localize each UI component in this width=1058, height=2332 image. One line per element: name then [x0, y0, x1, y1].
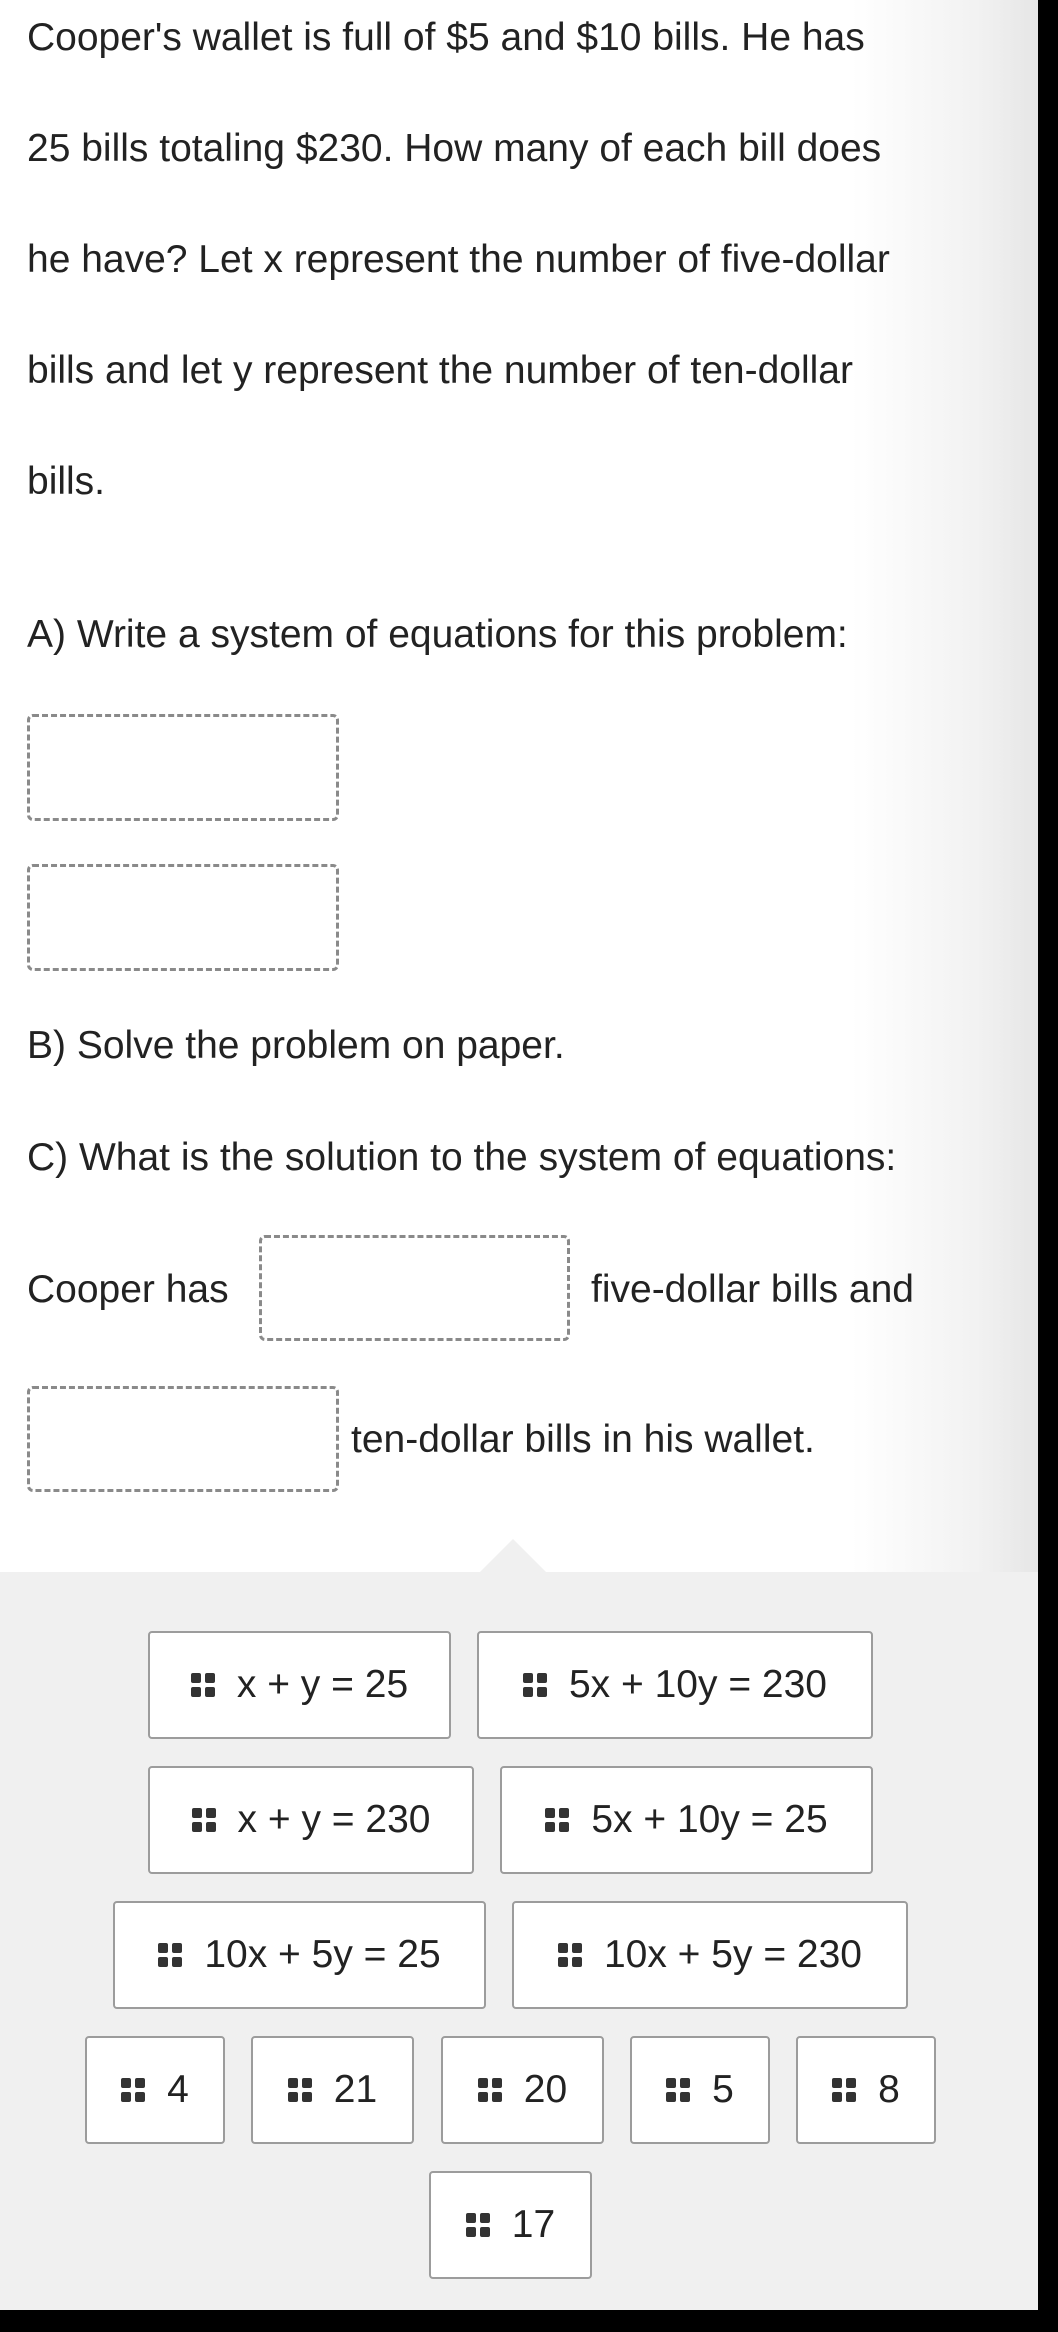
part-b-prompt: B) Solve the problem on paper.: [27, 1024, 565, 1067]
answer-tile-label: 10x + 5y = 230: [603, 1933, 863, 1976]
ten-dollar-count-dropzone[interactable]: [27, 1386, 339, 1492]
drag-handle-icon: [158, 1943, 182, 1967]
answer-tile[interactable]: [500, 1766, 873, 1874]
part-a-prompt: A) Write a system of equations for this problem:: [27, 613, 848, 656]
five-dollar-count-dropzone[interactable]: [259, 1235, 570, 1341]
answer-tile[interactable]: [251, 2036, 414, 2144]
answer-tile-label: 20: [523, 2068, 568, 2111]
answer-tile[interactable]: [441, 2036, 604, 2144]
answer-sentence-end: ten-dollar bills in his wallet.: [351, 1418, 815, 1461]
answer-tile[interactable]: [477, 1631, 873, 1739]
answer-tile-label: 8: [878, 2068, 900, 2111]
question-line-4: bills and let y represent the number of ten-dollar: [27, 349, 853, 392]
answer-tile[interactable]: [85, 2036, 225, 2144]
drag-handle-icon: [121, 2078, 145, 2102]
question-line-5: bills.: [27, 460, 106, 503]
answer-tile-label: 17: [511, 2203, 556, 2246]
question-line-1: Cooper's wallet is full of $5 and $10 bills. He has: [27, 16, 865, 59]
answer-tile[interactable]: [113, 1901, 486, 2009]
answer-tile-label: 5x + 10y = 25: [591, 1798, 828, 1841]
drag-handle-icon: [832, 2078, 856, 2102]
answer-tile-label: 21: [333, 2068, 378, 2111]
answer-sentence-middle: five-dollar bills and: [591, 1268, 914, 1311]
question-line-3: he have? Let x represent the number of five-dollar: [27, 238, 890, 281]
answer-tile[interactable]: [148, 1631, 451, 1739]
answer-tile-label: 4: [167, 2068, 189, 2111]
drag-handle-icon: [666, 2078, 690, 2102]
answer-sentence-start: Cooper has: [27, 1268, 229, 1311]
answer-tile-label: x + y = 230: [237, 1798, 431, 1841]
drag-handle-icon: [478, 2078, 502, 2102]
answer-tile-label: 10x + 5y = 25: [204, 1933, 441, 1976]
equation-2-dropzone[interactable]: [27, 864, 339, 971]
answer-tile[interactable]: [796, 2036, 936, 2144]
answer-tile[interactable]: [148, 1766, 474, 1874]
drag-handle-icon: [523, 1673, 547, 1697]
answer-tile-label: 5x + 10y = 230: [568, 1663, 828, 1706]
drag-handle-icon: [558, 1943, 582, 1967]
answer-tile-label: 5: [712, 2068, 734, 2111]
answer-tile[interactable]: [630, 2036, 770, 2144]
drag-handle-icon: [545, 1808, 569, 1832]
drag-handle-icon: [192, 1808, 216, 1832]
part-c-prompt: C) What is the solution to the system of equations:: [27, 1136, 897, 1179]
drag-handle-icon: [466, 2213, 490, 2237]
equation-1-dropzone[interactable]: [27, 714, 339, 821]
answer-tile[interactable]: [429, 2171, 592, 2279]
answer-tile[interactable]: [512, 1901, 908, 2009]
drag-handle-icon: [288, 2078, 312, 2102]
drag-handle-icon: [191, 1673, 215, 1697]
tray-pointer: [480, 1539, 546, 1572]
answer-tile-label: x + y = 25: [236, 1663, 409, 1706]
question-line-2: 25 bills totaling $230. How many of each bill does: [27, 127, 882, 170]
